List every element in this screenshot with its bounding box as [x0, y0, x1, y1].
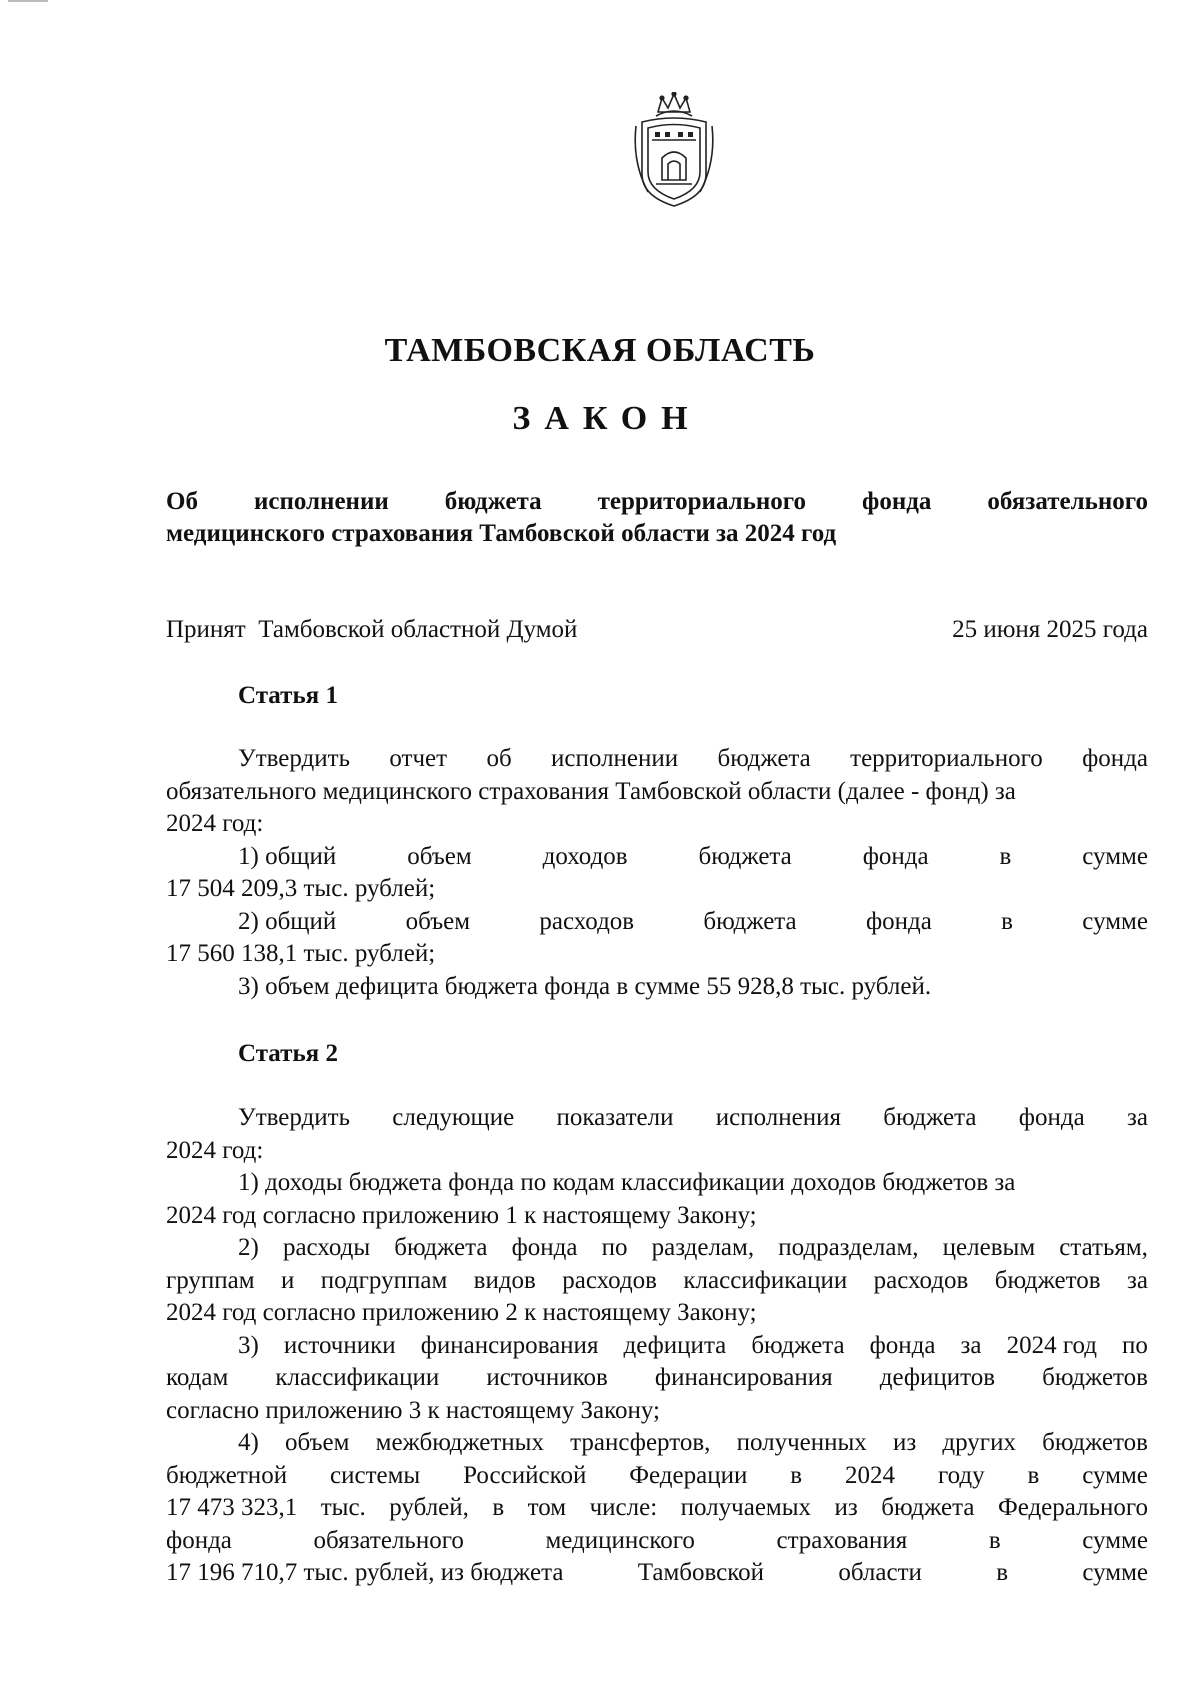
word: дефицита	[623, 1331, 727, 1359]
word: источники	[283, 1331, 396, 1359]
word: в	[999, 842, 1012, 870]
word: бюджетной	[166, 1461, 288, 1489]
word: 1) общий	[238, 842, 337, 870]
word: кодам	[166, 1364, 229, 1391]
document-type: ЗАКОН	[512, 400, 702, 437]
word: объем	[407, 842, 472, 870]
text-line: 2024 год согласно приложению 2 к настоящему Закону;	[166, 1299, 757, 1326]
word: сумме	[1082, 1461, 1148, 1489]
word: исполнении	[551, 745, 679, 772]
word: 17 196 710,7 тыс. рублей, из бюджета	[166, 1559, 564, 1586]
word: Об	[166, 488, 198, 515]
text-line: 2024 год:	[166, 810, 264, 837]
word: финансирования	[420, 1331, 599, 1359]
word: 2024	[845, 1461, 896, 1489]
word: полученных	[736, 1429, 867, 1456]
word: Утвердить	[238, 745, 350, 772]
word: фонда	[166, 1526, 232, 1554]
title-line-2: медицинского страхования Тамбовской области за 2024 год	[166, 520, 837, 547]
text-line: согласно приложению 3 к настоящему Закону;	[166, 1396, 660, 1424]
word: системы	[330, 1461, 421, 1489]
word: фонда	[511, 1234, 578, 1261]
word: в	[988, 1526, 1001, 1554]
article-1-heading: Статья 1	[238, 682, 338, 709]
word: 2024 год	[1006, 1331, 1097, 1359]
word: территориального	[597, 488, 807, 515]
word: расходы	[282, 1234, 371, 1261]
text-line	[166, 1427, 1148, 1460]
word: исполнении	[253, 488, 389, 515]
word: фонда	[865, 907, 932, 935]
word: в	[492, 1494, 505, 1521]
word: обязательного	[987, 488, 1148, 515]
word: разделам,	[651, 1234, 755, 1261]
text-line	[166, 1460, 1148, 1493]
text-line	[166, 1362, 1148, 1395]
word: объем	[285, 1429, 350, 1456]
word: показатели	[556, 1104, 674, 1131]
word: Утвердить	[238, 1104, 350, 1131]
word: отчет	[389, 745, 448, 772]
word: расходов	[873, 1266, 969, 1294]
scan-artifact	[8, 0, 48, 2]
word: классификации	[275, 1364, 440, 1391]
word: бюджета	[703, 907, 797, 935]
word: рублей,	[389, 1494, 469, 1521]
region-name: ТАМБОВСКАЯ ОБЛАСТЬ	[384, 332, 816, 369]
word: обязательного	[313, 1526, 464, 1554]
word: числе:	[589, 1494, 658, 1521]
text-line	[166, 1557, 1148, 1590]
word: бюджета	[751, 1331, 845, 1359]
word: исполнения	[715, 1104, 841, 1131]
title-line-1	[166, 486, 1148, 518]
text-line: 3) объем дефицита бюджета фонда в сумме 55 928,8 тыс. рублей.	[238, 972, 932, 1000]
word: бюджета	[717, 745, 811, 772]
word: фонда	[1018, 1104, 1085, 1131]
word: в	[790, 1461, 803, 1489]
word: источников	[486, 1364, 608, 1391]
word: группам	[166, 1266, 255, 1294]
text-line	[166, 743, 1148, 776]
word: за	[960, 1331, 982, 1359]
word: классификации	[683, 1266, 848, 1294]
word: бюджетов	[1042, 1429, 1148, 1456]
word: расходов	[539, 907, 635, 935]
text-line	[166, 841, 1148, 874]
word: бюджета	[881, 1494, 975, 1521]
text-line: обязательного медицинского страхования Тамбовской области (далее - фонд) за	[166, 777, 1016, 805]
word: целевым	[942, 1234, 1036, 1261]
word: за	[1126, 1104, 1148, 1131]
article-2-heading: Статья 2	[238, 1040, 338, 1067]
word: в	[1027, 1461, 1040, 1489]
word: трансфертов,	[570, 1429, 711, 1456]
word: из	[834, 1494, 858, 1521]
word: 4)	[238, 1429, 259, 1456]
word: по	[601, 1234, 628, 1261]
text-line: 17 504 209,3 тыс. рублей;	[166, 875, 436, 902]
word: страхования	[776, 1526, 908, 1554]
word: бюджета	[698, 842, 792, 870]
word: 2)	[238, 1234, 259, 1261]
word: сумме	[1082, 842, 1148, 870]
article-2-body	[166, 1102, 1148, 1590]
text-line: 2024 год:	[166, 1136, 264, 1164]
text-line	[166, 1525, 1148, 1558]
word: видов	[473, 1266, 536, 1294]
word: получаемых	[680, 1494, 812, 1521]
word: других	[942, 1429, 1016, 1456]
word: объем	[405, 907, 471, 935]
word: сумме	[1082, 907, 1148, 935]
text-line	[166, 906, 1148, 939]
word: в	[1001, 907, 1013, 935]
word: бюджета	[394, 1234, 488, 1261]
word: 2) общий	[238, 907, 337, 935]
word: за	[1126, 1266, 1148, 1294]
word: сумме	[1082, 1559, 1148, 1586]
word: подразделам,	[778, 1234, 919, 1261]
word: расходов	[562, 1266, 657, 1294]
word: подгруппам	[320, 1266, 448, 1294]
word: об	[486, 745, 512, 772]
adoption-date: 25 июня 2025 года	[952, 616, 1148, 643]
word: территориального	[850, 745, 1043, 772]
word: тыс.	[320, 1494, 366, 1521]
word: межбюджетных	[375, 1429, 544, 1456]
text-line	[166, 1102, 1148, 1135]
law-title	[166, 486, 1148, 550]
adoption-body: Принят Тамбовской областной Думой	[166, 616, 578, 643]
word: году	[937, 1461, 985, 1489]
text-line	[166, 1232, 1148, 1265]
word: по	[1122, 1331, 1148, 1359]
text-line: 17 560 138,1 тыс. рублей;	[166, 940, 436, 967]
word: финансирования	[654, 1364, 833, 1391]
word: фонда	[862, 842, 929, 870]
word: в	[996, 1559, 1009, 1586]
word: фонда	[1082, 745, 1148, 772]
word: бюджетов	[994, 1266, 1101, 1294]
word: медицинского	[545, 1526, 695, 1554]
word: том	[527, 1494, 567, 1521]
word: Федерации	[629, 1461, 748, 1489]
word: бюджета	[444, 488, 542, 515]
word: из	[892, 1429, 917, 1456]
text-line: 1) доходы бюджета фонда по кодам классификации доходов бюджетов за	[238, 1169, 1016, 1196]
word: бюджета	[883, 1104, 977, 1131]
text-line	[166, 1330, 1148, 1363]
word: фонда	[862, 488, 932, 515]
word: доходов	[542, 842, 628, 870]
word: бюджетов	[1042, 1364, 1148, 1391]
word: статьям,	[1059, 1234, 1148, 1261]
word: 17 473 323,1	[166, 1494, 298, 1521]
word: Российской	[463, 1461, 587, 1489]
coat-of-arms-emblem	[628, 92, 720, 210]
word: дефицитов	[879, 1364, 996, 1391]
word: сумме	[1082, 1526, 1148, 1554]
text-line	[166, 1492, 1148, 1525]
word: и	[281, 1266, 295, 1294]
text-line	[166, 1265, 1148, 1298]
word: области	[838, 1559, 922, 1586]
word: фонда	[869, 1331, 936, 1359]
word: 3)	[238, 1331, 259, 1359]
word: Федерального	[997, 1494, 1148, 1521]
word: Тамбовской	[637, 1559, 765, 1586]
word: следующие	[392, 1104, 515, 1131]
article-1-body	[166, 743, 1148, 1003]
text-line: 2024 год согласно приложению 1 к настоящему Закону;	[166, 1201, 757, 1229]
